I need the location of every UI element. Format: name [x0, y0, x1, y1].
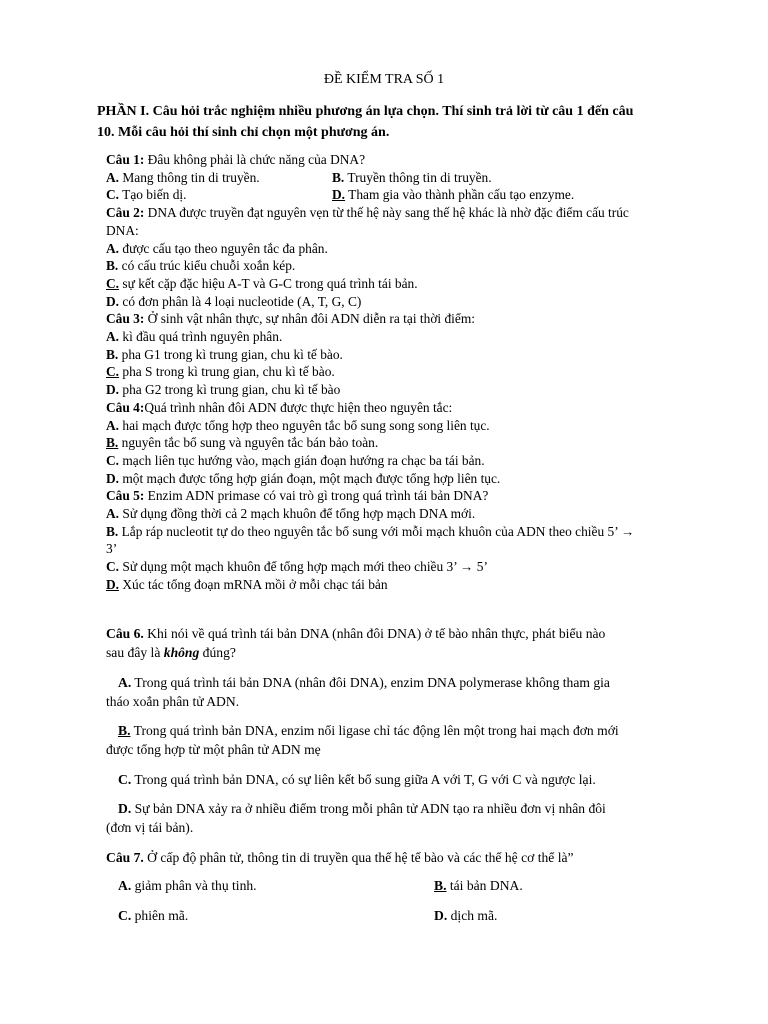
option-line: [106, 673, 706, 692]
option-text: Sự bản DNA xảy ra ở nhiều điểm trong mỗi phân tử ADN tạo ra nhiều đơn vị nhân đôi: [131, 801, 606, 816]
option-text-cont: tháo xoắn phân tử ADN.: [106, 694, 240, 709]
option-text: Sử dụng đồng thời cả 2 mạch khuôn để tổng hợp mạch DNA mới.: [119, 506, 476, 522]
question-7-label: Câu 7.: [106, 850, 144, 865]
question-6-option-c: [106, 770, 706, 789]
question-6-text: Khi nói về quá trình tái bản DNA (nhân đôi DNA) ở tế bào nhân thực, phát biểu nào: [143, 626, 606, 641]
option-text: dịch mã.: [447, 908, 498, 923]
option-key: A.: [106, 240, 120, 256]
question-4-text: Quá trình nhân đôi ADN được thực hiện theo nguyên tắc:: [144, 399, 453, 415]
question-6-option-a: [106, 673, 706, 711]
question-2-option-d: [106, 293, 706, 311]
question-1-stem: [106, 151, 706, 169]
question-7-option-a: [118, 878, 257, 893]
option-key: A.: [106, 417, 120, 433]
question-1-option-d: [332, 186, 574, 204]
option-key: C.: [106, 187, 120, 203]
option-text: Trong quá trình bản DNA, enzim nối ligase chỉ tác động lên một trong hai mạch đơn mới: [130, 723, 619, 738]
question-2-text: DNA được truyền đạt nguyên vẹn từ thế hệ này sang thế hệ khác là nhờ đặc điểm cấu trúc: [144, 205, 629, 221]
exam-title: ĐỀ KIỂM TRA SỐ 1: [323, 72, 445, 87]
question-5-label: Câu 5:: [106, 488, 145, 504]
question-3-option-a: [106, 328, 706, 346]
option-key: D.: [118, 801, 132, 816]
question-1-options-ab: [106, 169, 706, 187]
option-key: A.: [106, 329, 120, 345]
question-1-option-c: [106, 186, 332, 204]
answer-key-underlined: B.: [106, 435, 119, 451]
option-key: C.: [118, 772, 132, 787]
question-3-option-d: [106, 381, 706, 399]
question-1-label: Câu 1:: [106, 152, 145, 167]
option-text: Mang thông tin di truyền.: [119, 169, 260, 185]
question-2-option-c: [106, 275, 706, 293]
question-7-options-ab: [118, 878, 618, 894]
option-text: Truyền thông tin di truyền.: [344, 169, 492, 185]
option-key: C.: [118, 908, 132, 923]
option-text: Xúc tác tổng đoạn mRNA mồi ở mỗi chạc tái bản: [119, 576, 388, 592]
answer-key-underlined: D.: [106, 576, 120, 592]
option-text: được cấu tạo theo nguyên tắc đa phân.: [119, 240, 328, 256]
question-6-label: Câu 6.: [106, 626, 144, 641]
option-text: hai mạch được tổng hợp theo nguyên tắc bổ sung song song liên tục.: [119, 417, 490, 433]
question-4-option-b: [106, 434, 706, 452]
question-7-options-cd: [118, 908, 618, 924]
question-6-stem-line-1: [106, 624, 706, 643]
question-2-label: Câu 2:: [106, 205, 145, 221]
option-text: Tạo biến dị.: [119, 187, 187, 203]
question-6-option-d: [106, 799, 706, 837]
option-key: B.: [106, 258, 119, 274]
question-2-option-b: [106, 257, 706, 275]
question-6-stem: [106, 624, 706, 662]
option-text: một mạch được tổng hợp gián đoạn, một mạch được tổng hợp liên tục.: [119, 470, 501, 486]
option-line: [106, 799, 706, 818]
question-4-label: Câu 4:: [106, 399, 145, 415]
option-text: có cấu trúc kiểu chuỗi xoắn kép.: [118, 258, 296, 274]
option-line: [106, 721, 706, 740]
question-7-option-d: [434, 908, 497, 924]
question-7-stem-line: [106, 848, 706, 867]
question-3-option-c: [106, 363, 706, 381]
option-text: kì đầu quá trình nguyên phân.: [119, 329, 283, 345]
answer-key-underlined: C.: [106, 275, 120, 291]
option-text: sự kết cặp đặc hiệu A-T và G-C trong quá trình tái bản.: [119, 275, 418, 291]
question-6-stem-line-2: [106, 643, 706, 662]
question-5-option-a: [106, 505, 706, 523]
question-4-option-c: [106, 452, 706, 470]
question-6-text: đúng?: [199, 645, 236, 660]
option-key: C.: [106, 452, 120, 468]
option-key: C.: [106, 559, 120, 575]
question-7-option-c: [118, 908, 188, 923]
part-heading: [97, 101, 697, 143]
emphasis-word: không: [163, 645, 200, 660]
option-line: [106, 770, 706, 789]
question-2-option-a: [106, 240, 706, 258]
option-text-cont: (đơn vị tái bản).: [106, 820, 194, 835]
question-6-option-b: [106, 721, 706, 759]
question-3-stem: [106, 310, 706, 328]
option-text: giảm phân và thụ tinh.: [131, 878, 257, 893]
answer-key-underlined: B.: [434, 878, 447, 893]
option-key: B.: [332, 169, 345, 185]
option-key: A.: [106, 506, 120, 522]
question-4-option-d: [106, 470, 706, 488]
question-6-text: sau đây là: [106, 645, 164, 660]
question-7-stem: [106, 848, 706, 867]
question-5-option-b-cont: 3’: [106, 541, 118, 557]
option-text: phiên mã.: [131, 908, 189, 923]
question-3-option-b: [106, 346, 706, 364]
question-5-text: Enzim ADN primase có vai trò gì trong quá trình tái bản DNA?: [144, 488, 489, 504]
option-text: Sử dụng một mạch khuôn để tổng hợp mạch mới theo chiều 3’ → 5’: [119, 559, 488, 575]
option-key: A.: [118, 675, 132, 690]
answer-key-underlined: C.: [106, 364, 120, 380]
question-3-label: Câu 3:: [106, 311, 145, 327]
question-1-options-cd: [106, 186, 706, 204]
answer-key-underlined: D.: [332, 187, 346, 203]
option-text: Trong quá trình bản DNA, có sự liên kết bổ sung giữa A với T, G với C và ngược lại.: [131, 772, 596, 787]
option-text: pha G2 trong kì trung gian, chu kì tế bào: [119, 382, 341, 398]
option-key: B.: [106, 346, 119, 362]
option-key: A.: [118, 878, 132, 893]
option-text: pha S trong kì trung gian, chu kì tế bào.: [119, 364, 335, 380]
question-2-stem: [106, 204, 706, 222]
question-5-option-b: [106, 523, 706, 541]
option-text: Lắp ráp nucleotit tự do theo nguyên tắc bổ sung với mỗi mạch khuôn của ADN theo chiều 5’ →: [118, 523, 635, 539]
option-key: B.: [106, 523, 119, 539]
option-text: pha G1 trong kì trung gian, chu kì tế bào.: [118, 346, 343, 362]
question-1-option-a: [106, 169, 332, 187]
option-key: D.: [434, 908, 448, 923]
question-5-stem: [106, 487, 706, 505]
option-text: có đơn phân là 4 loại nucleotide (A, T, G, C): [119, 293, 362, 309]
answer-key-underlined: B.: [118, 723, 131, 738]
question-1-option-b: [332, 169, 492, 187]
question-1-text: Đâu không phải là chức năng của DNA?: [144, 152, 366, 167]
question-3-text: Ở sinh vật nhân thực, sự nhân đôi ADN diễn ra tại thời điểm:: [144, 311, 475, 327]
question-5-option-c: [106, 558, 706, 576]
question-7-text: Ở cấp độ phân tử, thông tin di truyền qua thế hệ tế bào và các thế hệ cơ thể là”: [143, 850, 574, 865]
option-text: Tham gia vào thành phần cấu tạo enzyme.: [345, 187, 575, 203]
question-4-stem: [106, 399, 706, 417]
option-key: A.: [106, 169, 120, 185]
option-text: tái bản DNA.: [446, 878, 523, 893]
question-5-option-d: [106, 576, 706, 594]
questions-1-5: [106, 151, 706, 594]
option-key: D.: [106, 293, 120, 309]
option-key: D.: [106, 382, 120, 398]
option-text: mạch liên tục hướng vào, mạch gián đoạn hướng ra chạc ba tái bản.: [119, 452, 485, 468]
option-text: Trong quá trình tái bản DNA (nhân đôi DNA), enzim DNA polymerase không tham gia: [131, 675, 610, 690]
question-4-option-a: [106, 417, 706, 435]
question-7-option-b: [434, 878, 523, 894]
question-2-stem-cont: DNA:: [106, 222, 139, 238]
option-text: nguyên tắc bổ sung và nguyên tắc bán bảo toàn.: [118, 435, 379, 451]
part-heading-line-2: 10. Mỗi câu hỏi thí sinh chỉ chọn một phương án.: [97, 125, 390, 140]
part-heading-line-1: PHẦN I. Câu hỏi trắc nghiệm nhiều phương án lựa chọn. Thí sinh trả lời từ câu 1 đến câu: [97, 104, 634, 119]
option-text-cont: được tổng hợp từ một phân tử ADN mẹ: [106, 742, 321, 757]
option-key: D.: [106, 470, 120, 486]
